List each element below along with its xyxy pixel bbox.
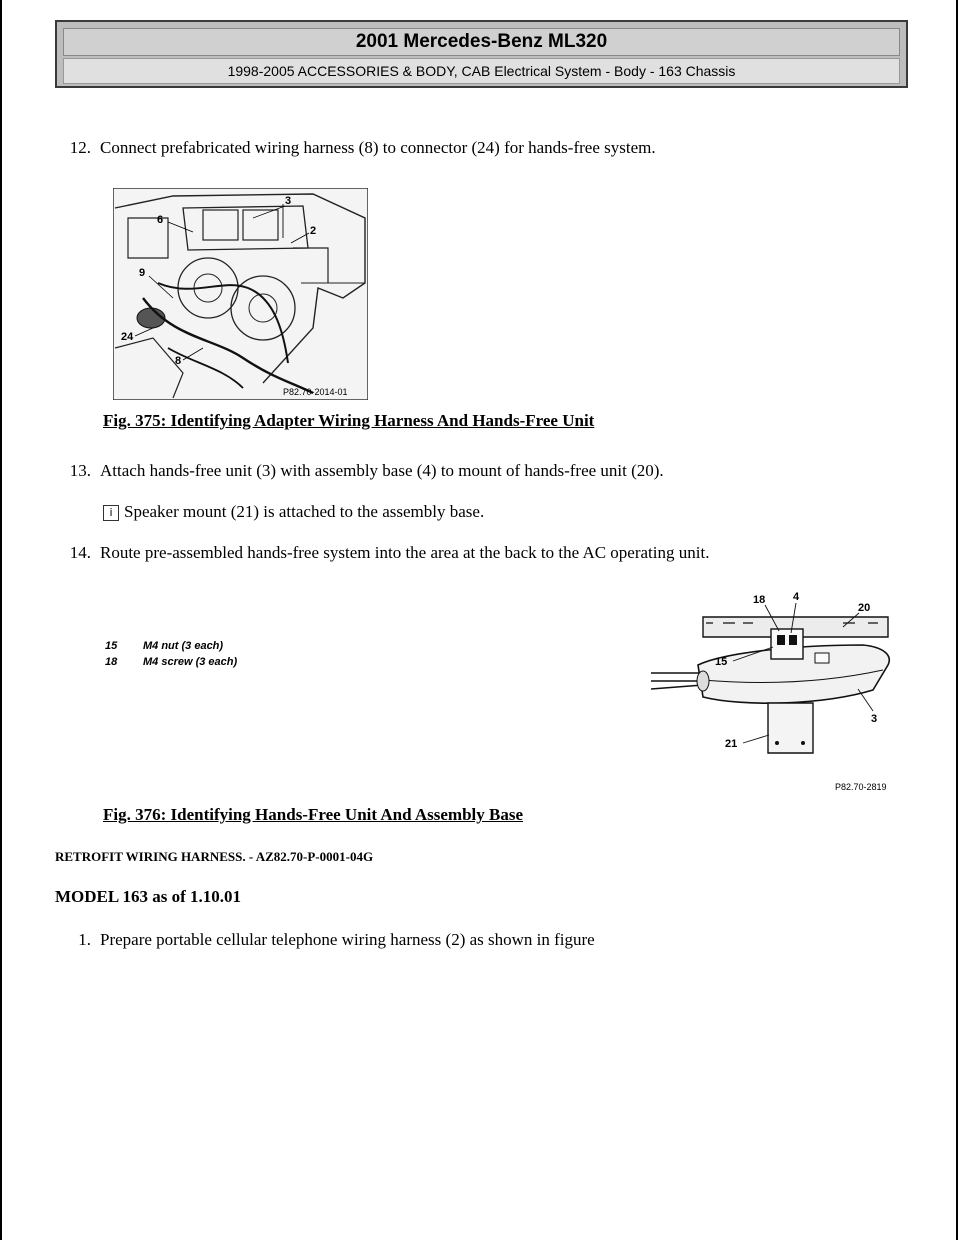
model-heading: MODEL 163 as of 1.10.01 — [55, 887, 242, 906]
step-text: Connect prefabricated wiring harness (8) to connector (24) for hands-free system. — [100, 138, 656, 157]
figure-376-caption: Fig. 376: Identifying Hands-Free Unit And Assembly Base — [103, 805, 524, 824]
step-number: 12. — [69, 138, 91, 157]
callout-4: 4 — [793, 591, 800, 603]
step-text: Prepare portable cellular telephone wiring harness (2) as shown in figure — [100, 930, 595, 949]
figure-376-image — [103, 585, 913, 795]
note-text: Speaker mount (21) is attached to the assembly base. — [124, 502, 485, 521]
info-note-icon: i — [103, 505, 119, 521]
step-text: Attach hands-free unit (3) with assembly base (4) to mount of hands-free unit (20). — [100, 461, 664, 480]
callout-15: 15 — [715, 656, 728, 668]
legend-text-18: M4 screw (3 each) — [143, 656, 238, 668]
step-number: 13. — [69, 461, 91, 480]
legend-num-15: 15 — [105, 640, 118, 652]
callout-8: 8 — [175, 355, 182, 367]
figure-376-code: P82.70-2819 — [835, 782, 887, 792]
legend-text-15: M4 nut (3 each) — [143, 640, 224, 652]
callout-3: 3 — [285, 195, 292, 207]
retrofit-section-heading: RETROFIT WIRING HARNESS. - AZ82.70-P-0001-04G — [55, 849, 374, 864]
header-title: 2001 Mercedes-Benz ML320 — [63, 28, 900, 56]
legend-num-18: 18 — [105, 656, 118, 668]
callout-3: 3 — [871, 713, 878, 725]
callout-2: 2 — [310, 225, 317, 237]
document-header — [55, 20, 908, 88]
header-subtitle: 1998-2005 ACCESSORIES & BODY, CAB Electrical System - Body - 163 Chassis — [63, 58, 900, 84]
figure-375-image — [113, 188, 368, 400]
figure-375-caption: Fig. 375: Identifying Adapter Wiring Harness And Hands-Free Unit — [103, 411, 595, 430]
step-number: 14. — [69, 543, 91, 562]
callout-18: 18 — [753, 594, 766, 606]
callout-24: 24 — [121, 331, 134, 343]
callout-9: 9 — [139, 267, 146, 279]
step-text: Route pre-assembled hands-free system into the area at the back to the AC operating unit. — [100, 543, 710, 562]
callout-20: 20 — [858, 602, 871, 614]
figure-375-code: P82.70-2014-01 — [283, 387, 348, 397]
callout-21: 21 — [725, 738, 738, 750]
callout-6: 6 — [157, 214, 164, 226]
speaker-mount-note — [103, 502, 484, 522]
step-number: 1. — [78, 930, 91, 949]
